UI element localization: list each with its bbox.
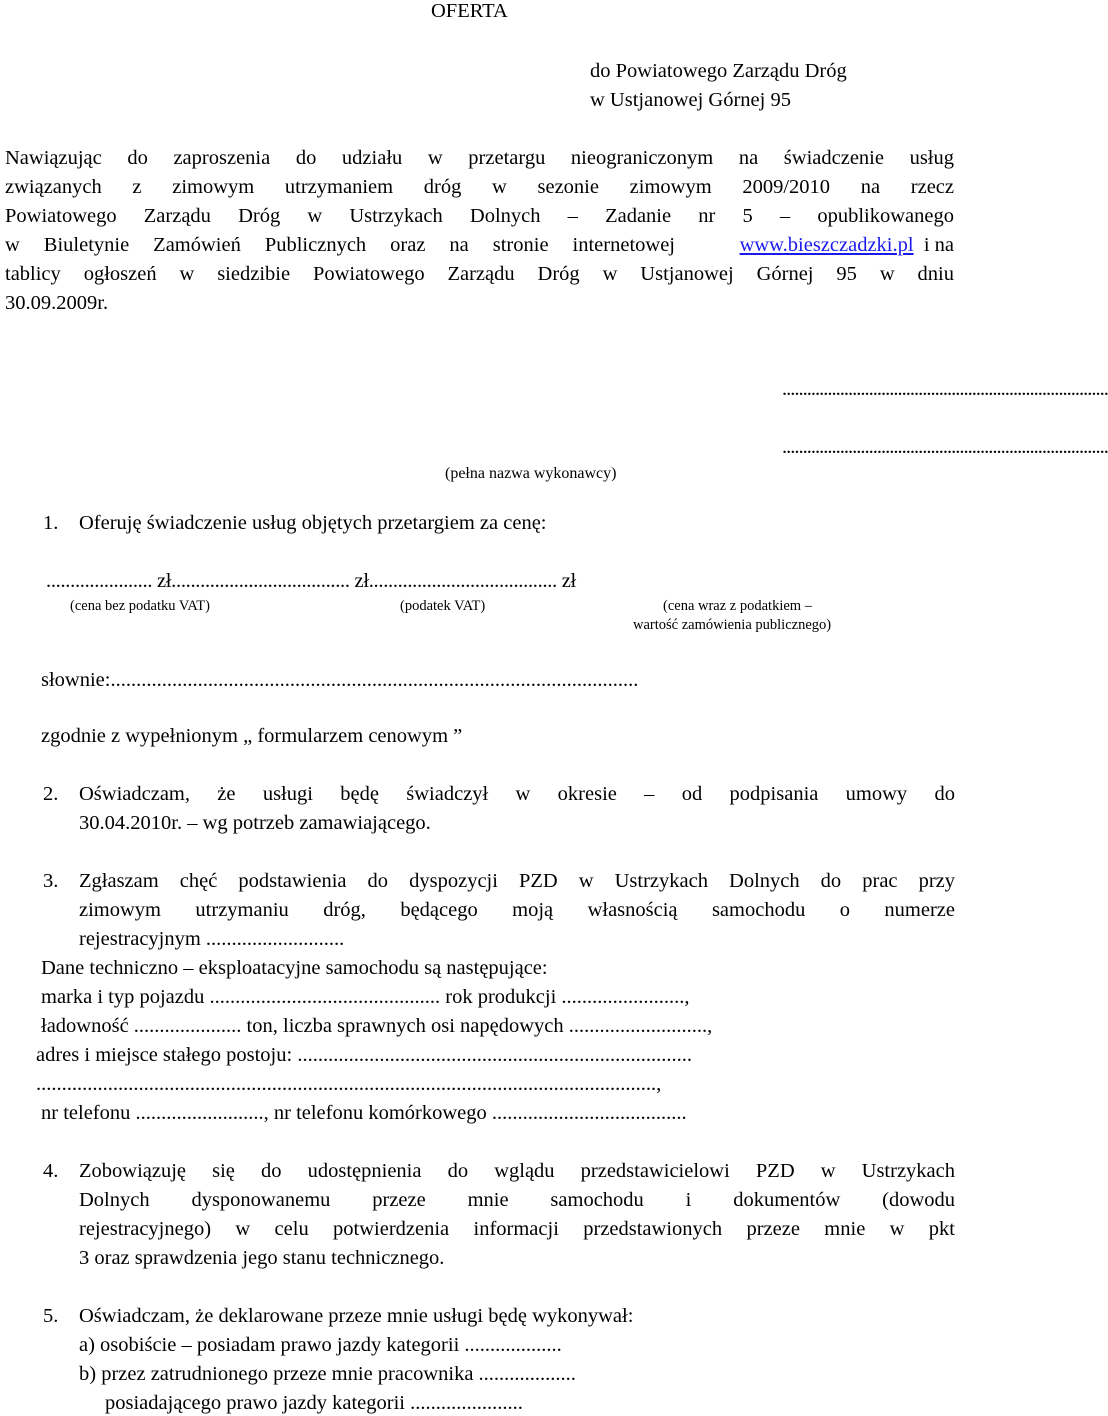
item-4-line-4: 3 oraz sprawdzenia jego stanu technicznego.: [79, 1247, 445, 1269]
vehicle-load-axles-field[interactable]: ładowność ..................... ton, liczba sprawnych osi napędowych ...........................,: [41, 1015, 713, 1037]
addressee-line-2: w Ustjanowej Górnej 95: [590, 89, 791, 111]
vehicle-address-field[interactable]: adres i miejsce stałego postoju: .............................................................................: [36, 1044, 692, 1066]
contractor-caption: (pełna nazwa wykonawcy): [445, 465, 617, 482]
employee-license-field[interactable]: posiadającego prawo jazdy kategorii ......................: [105, 1392, 523, 1414]
vehicle-address-field-2[interactable]: .........................................................................................................................,: [36, 1073, 662, 1095]
item-5-number: 5.: [43, 1305, 59, 1327]
price-form-note: zgodnie z wypełnionym „ formularzem cenowym ”: [41, 725, 463, 747]
intro-line-5: tablicy ogłoszeń w siedzibie Powiatowego Zarządu Dróg w Ustjanowej Górnej 95 w dniu: [5, 263, 954, 285]
contractor-dots-2[interactable]: ...............................................................................: [782, 436, 1108, 458]
price-in-words[interactable]: słownie:.......................................................................................................: [41, 669, 639, 691]
employee-field[interactable]: b) przez zatrudnionego przeze mnie pracownika ...................: [79, 1363, 576, 1385]
intro-line-2: związanych z zimowym utrzymaniem dróg w sezonie zimowym 2009/2010 na rzecz: [5, 176, 954, 198]
caption-net-price: (cena bez podatku VAT): [70, 598, 210, 614]
contractor-dots-1[interactable]: ...............................................................................: [782, 378, 1108, 400]
vehicle-make-year-field[interactable]: marka i typ pojazdu ............................................. rok produkcji ........................,: [41, 986, 690, 1008]
website-link[interactable]: www.bieszczadzki.pl: [739, 234, 914, 256]
item-4-line-3: rejestracyjnego) w celu potwierdzenia informacji przedstawionych przeze mnie w pkt: [79, 1218, 955, 1240]
vehicle-data-heading: Dane techniczno – eksploatacyjne samochodu są następujące:: [41, 957, 548, 979]
item-2-line-1: Oświadczam, że usługi będę świadczył w okresie – od podpisania umowy do: [79, 783, 955, 805]
item-4-line-1: Zobowiązuję się do udostępnienia do wglądu przedstawicielowi PZD w Ustrzykach: [79, 1160, 955, 1182]
item-2-number: 2.: [43, 783, 59, 805]
item-3-number: 3.: [43, 870, 59, 892]
item-1-number: 1.: [43, 512, 59, 534]
addressee-line-1: do Powiatowego Zarządu Dróg: [590, 60, 847, 82]
intro-line-3: Powiatowego Zarządu Dróg w Ustrzykach Dolnych – Zadanie nr 5 – opublikowanego: [5, 205, 954, 227]
intro-line-6: 30.09.2009r.: [5, 292, 109, 314]
intro-line-4-end: i na: [923, 234, 954, 256]
item-4-line-2: Dolnych dysponowanemu przeze mnie samochodu i dokumentów (dowodu: [79, 1189, 955, 1211]
intro-line-4: [5, 232, 954, 258]
item-4-number: 4.: [43, 1160, 59, 1182]
item-3-line-2: zimowym utrzymaniu dróg, będącego moją własnością samochodu o numerze: [79, 899, 955, 921]
document-title: OFERTA: [431, 0, 508, 22]
item-1-text: Oferuję świadczenie usług objętych przetargiem za cenę:: [79, 512, 547, 534]
registration-number-field[interactable]: rejestracyjnym ...........................: [79, 928, 345, 950]
license-personal-field[interactable]: a) osobiście – posiadam prawo jazdy kategorii ...................: [79, 1334, 562, 1356]
item-5-line-1: Oświadczam, że deklarowane przeze mnie usługi będę wykonywał:: [79, 1305, 634, 1327]
caption-gross-1: (cena wraz z podatkiem –: [663, 598, 812, 614]
price-line[interactable]: ...................... zł..................................... zł....................................... zł: [46, 570, 576, 592]
item-3-line-1: Zgłaszam chęć podstawienia do dyspozycji PZD w Ustrzykach Dolnych do prac przy: [79, 870, 955, 892]
intro-line-4-text: w Biuletynie Zamówień Publicznych oraz na stronie internetowej: [5, 234, 675, 256]
item-2-line-2: 30.04.2010r. – wg potrzeb zamawiającego.: [79, 812, 431, 834]
intro-line-1: Nawiązując do zaproszenia do udziału w przetargu nieograniczonym na świadczenie usług: [5, 147, 954, 169]
caption-gross-2: wartość zamówienia publicznego): [633, 617, 832, 633]
caption-vat: (podatek VAT): [400, 598, 486, 614]
phone-fields[interactable]: nr telefonu ........................., nr telefonu komórkowego ......................................: [41, 1102, 687, 1124]
